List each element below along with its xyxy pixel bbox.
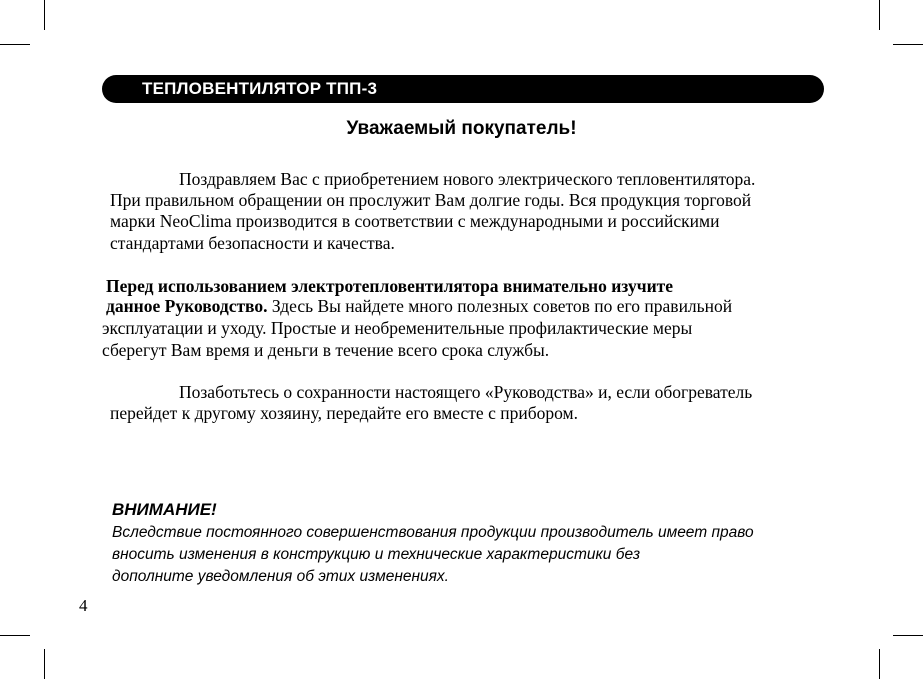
manual-notice-line-4: сберегут Вам время и деньги в течение всего срока службы. [102,340,550,360]
manual-notice-line-2-rest: Здесь Вы найдете много полезных советов по его правильной [267,296,733,316]
attention-line-3: дополните уведомления об этих изменениях. [112,568,449,585]
intro-line-2: При правильном обращении он прослужит Вам долгие годы. Вся продукция торговой [110,190,752,210]
page-number: 4 [79,596,88,615]
crop-mark-bottom-right [879,649,880,679]
crop-mark-top-left-h [0,44,30,45]
crop-mark-bottom-right-h [893,635,923,636]
crop-mark-top-left [44,0,45,30]
attention-line-1: Вследствие постоянного совершенствования продукции производитель имеет право [112,524,754,541]
manual-notice-bold-start: данное Руководство. [106,296,268,316]
attention-line-2: вносить изменения в конструкцию и технические характеристики без [112,546,641,563]
crop-mark-bottom-left-h [0,635,30,636]
manual-notice-line-1: Перед использованием электротепловентилятора внимательно изучите [106,276,674,296]
intro-line-4: стандартами безопасности и качества. [110,233,395,253]
manual-notice-line-2 [106,295,732,317]
attention-title: ВНИМАНИЕ! [112,500,217,519]
manual-notice-line-3: эксплуатации и уходу. Простые и необременительные профилактические меры [102,318,693,338]
intro-line-3: марки NeoClima производится в соответствии с международными и российскими [110,211,720,231]
keep-line-2: перейдет к другому хозяину, передайте его вместе с прибором. [110,403,578,423]
keep-line-1: Позаботьтесь о сохранности настоящего «Руководства» и, если обогреватель [179,382,753,402]
header-title: ТЕПЛОВЕНТИЛЯТОР ТПП-3 [142,79,378,98]
crop-mark-bottom-left [44,649,45,679]
crop-mark-top-right [879,0,880,30]
intro-line-1: Поздравляем Вас с приобретением нового электрического тепловентилятора. [179,169,756,189]
header-bar [102,75,824,103]
crop-mark-top-right-h [893,44,923,45]
greeting-heading: Уважаемый покупатель! [346,118,577,139]
